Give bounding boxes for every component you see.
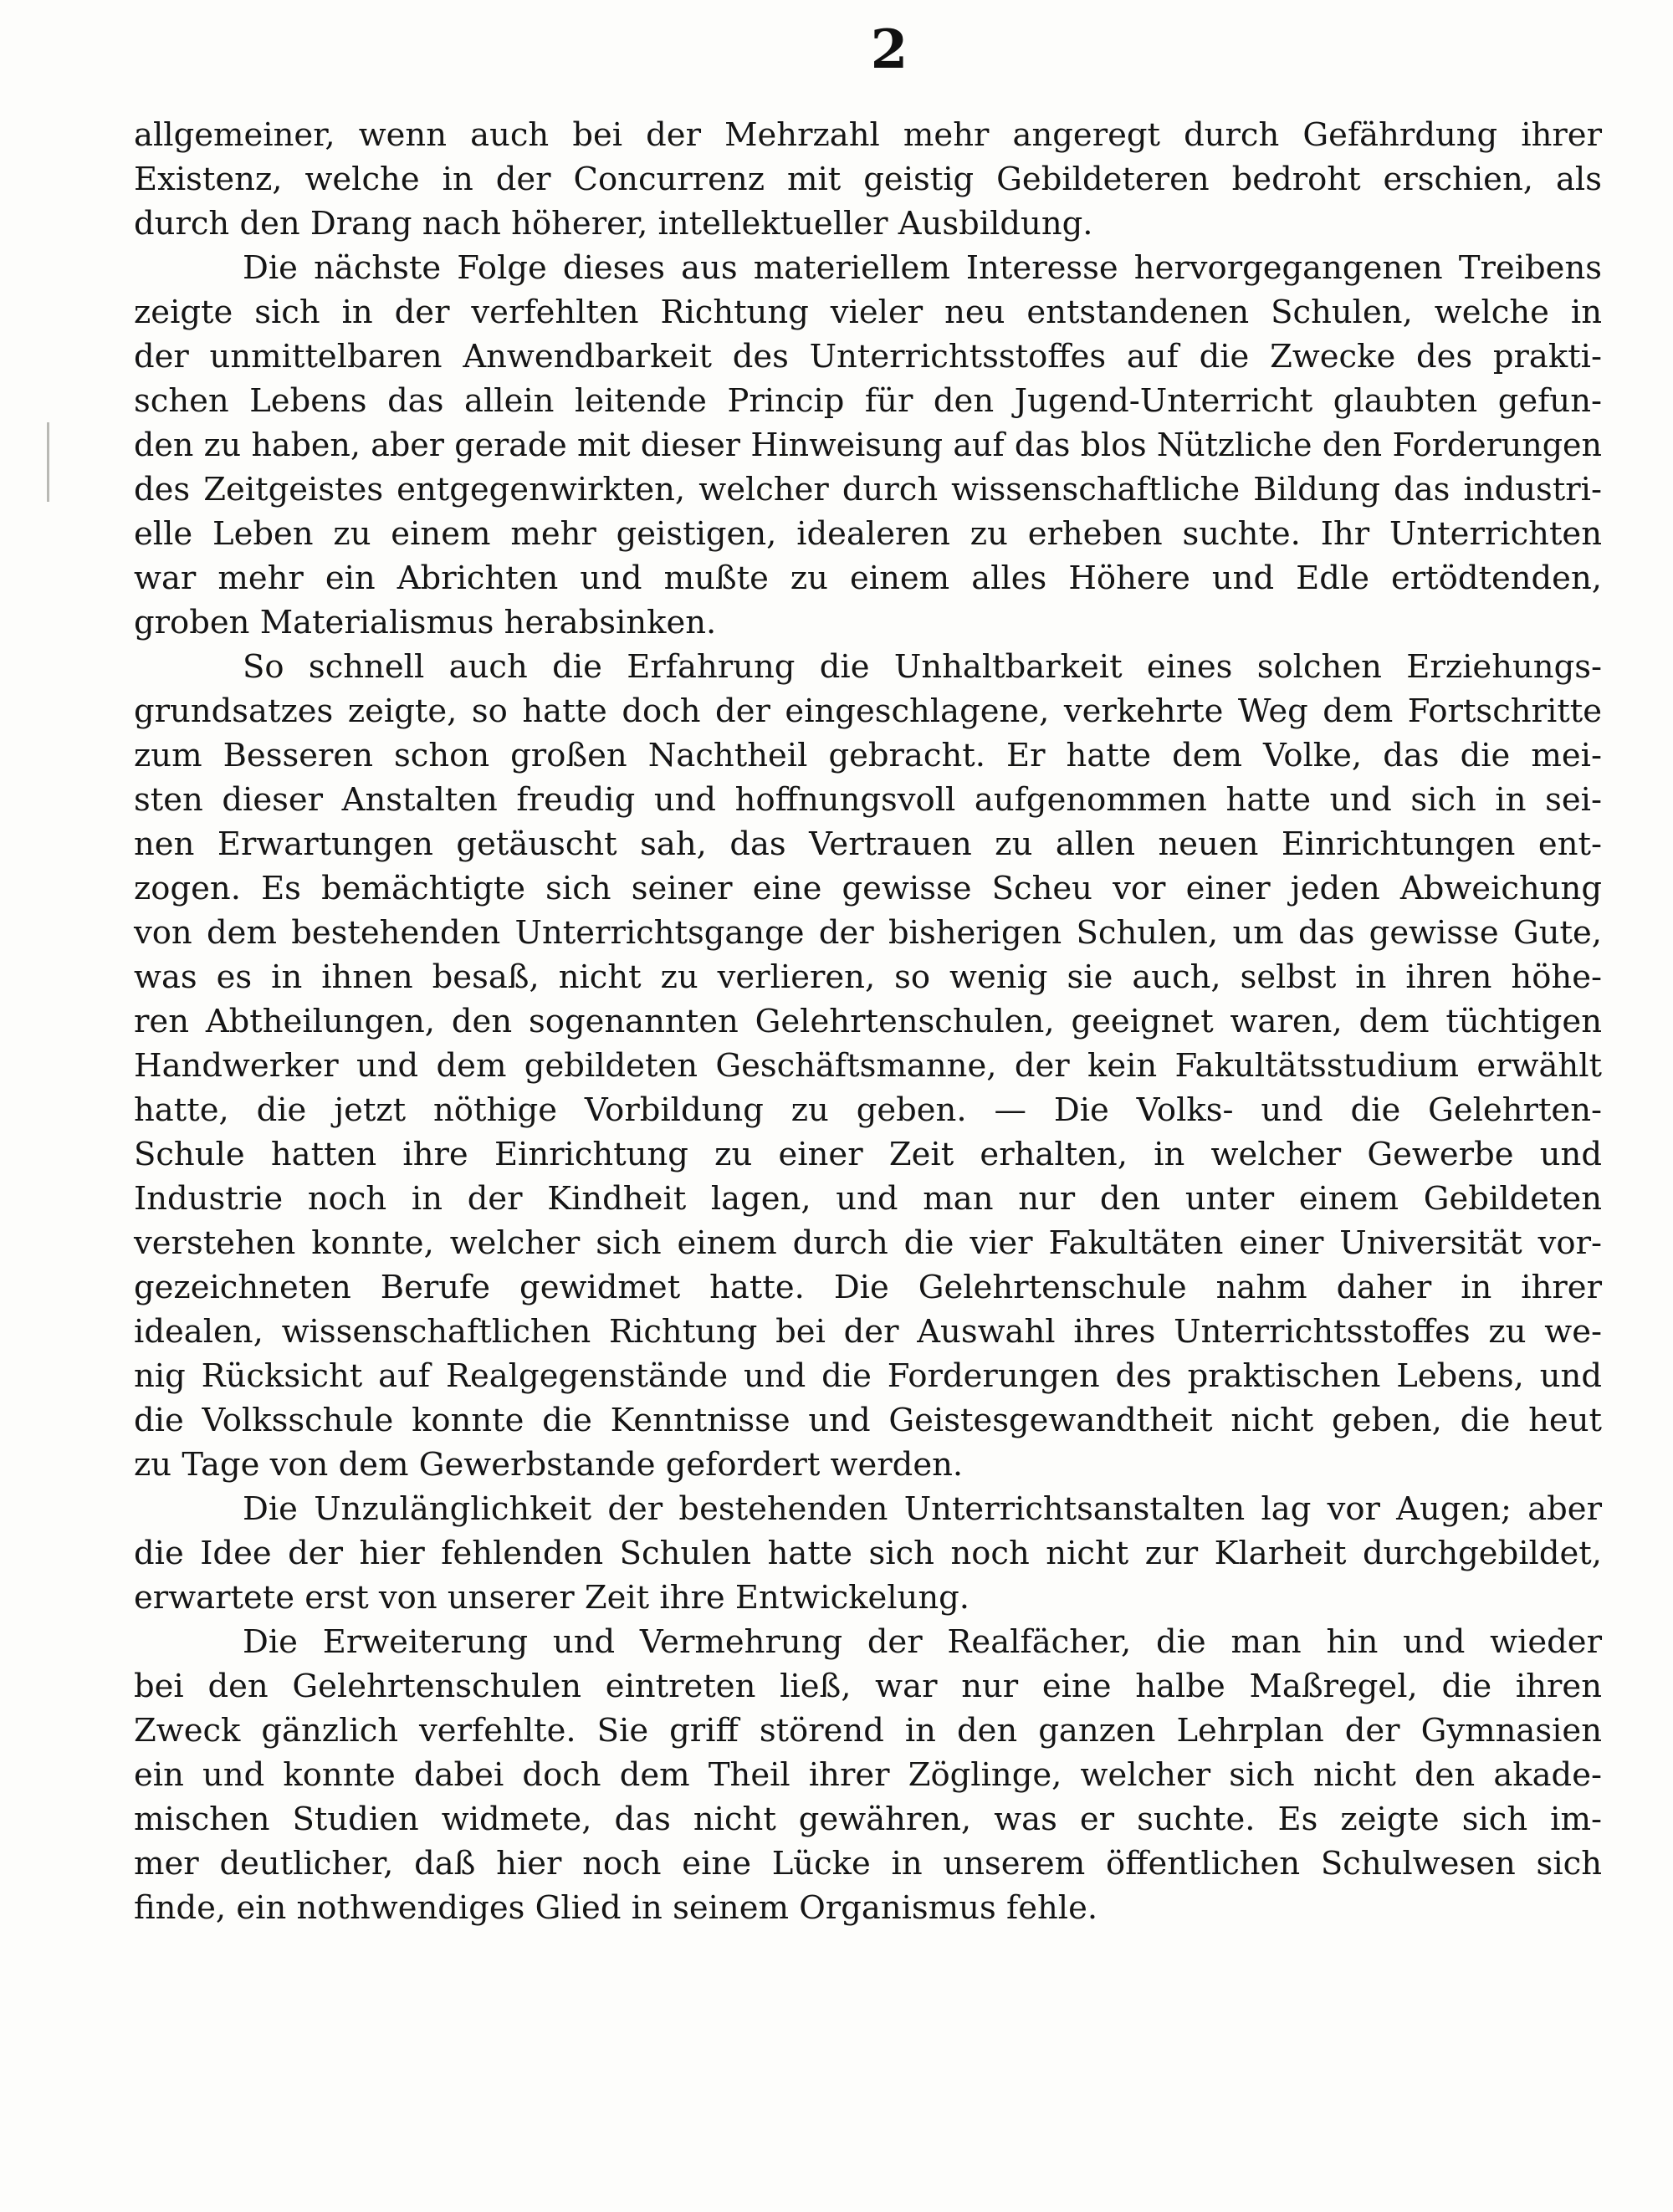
text-line: schen Lebens das allein leitende Princip für den Jugend-Unterricht glaubten gefun- [134,382,1602,420]
text-line: zu Tage von dem Gewerbstande gefordert werden. [134,1446,964,1484]
text-line: zum Besseren schon großen Nachtheil gebracht. Er hatte dem Volke, das die mei- [134,737,1602,774]
text-line: den zu haben, aber gerade mit dieser Hinweisung auf das blos Nützliche den Forderungen [134,427,1602,463]
text-line: allgemeiner, wenn auch bei der Mehrzahl mehr angeregt durch Gefährdung ihrer [134,116,1602,154]
text-line: zogen. Es bemächtigte sich seiner eine gewisse Scheu vor einer jeden Abweichung [134,870,1602,907]
text-line: sten dieser Anstalten freudig und hoffnungsvoll aufgenommen hatte und sich in sei- [134,781,1602,819]
text-line: Die Unzulänglichkeit der bestehenden Unterrichtsanstalten lag vor Augen; aber [243,1490,1602,1528]
text-line: hatte, die jetzt nöthige Vorbildung zu geben. — Die Volks- und die Gelehrten- [134,1091,1602,1129]
text-line: erwartete erst von unserer Zeit ihre Entwickelung. [134,1579,970,1617]
text-line: So schnell auch die Erfahrung die Unhaltbarkeit eines solchen Erziehungs- [243,648,1602,686]
text-line: ren Abtheilungen, den sogenannten Gelehrtenschulen, geeignet waren, dem tüchtigen [134,1003,1602,1040]
text-line: finde, ein nothwendiges Glied in seinem Organismus fehle. [134,1889,1098,1927]
text-line: war mehr ein Abrichten und mußte zu einem alles Höhere und Edle ertödtenden, [134,559,1602,597]
text-line: nig Rücksicht auf Realgegenstände und die Forderungen des praktischen Lebens, und [134,1357,1602,1395]
text-line: durch den Drang nach höherer, intellektueller Ausbildung. [134,205,1093,243]
text-line: mischen Studien widmete, das nicht gewähren, was er suchte. Es zeigte sich im- [134,1801,1602,1838]
text-line: Industrie noch in der Kindheit lagen, und man nur den unter einem Gebildeten [134,1180,1602,1218]
text-line: Zweck gänzlich verfehlte. Sie griff störend in den ganzen Lehrplan der Gymnasien [134,1712,1602,1750]
text-line: Die Erweiterung und Vermehrung der Realfächer, die man hin und wieder [243,1623,1602,1661]
text-line: bei den Gelehrtenschulen eintreten ließ, war nur eine halbe Maßregel, die ihren [134,1668,1602,1705]
text-line: elle Leben zu einem mehr geistigen, idealeren zu erheben suchte. Ihr Unterrichten [134,515,1602,553]
text-line: Existenz, welche in der Concurrenz mit geistig Gebildeteren bedroht erschien, als [134,161,1602,198]
text-line: des Zeitgeistes entgegenwirkten, welcher durch wissenschaftliche Bildung das industri- [134,471,1602,508]
text-line: nen Erwartungen getäuscht sah, das Vertrauen zu allen neuen Einrichtungen ent- [134,825,1602,863]
text-line: die Volksschule konnte die Kenntnisse und Geistesgewandtheit nicht geben, die heut [134,1402,1602,1439]
text-line: Die nächste Folge dieses aus materiellem Interesse hervorgegangenen Treibens [243,249,1602,287]
text-line: von dem bestehenden Unterrichtsgange der bisherigen Schulen, um das gewisse Gute, [134,914,1602,952]
text-line: grundsatzes zeigte, so hatte doch der eingeschlagene, verkehrte Weg dem Fortschritte [134,692,1602,730]
text-line: die Idee der hier fehlenden Schulen hatte sich noch nicht zur Klarheit durchgebildet, [134,1535,1602,1572]
text-line: Schule hatten ihre Einrichtung zu einer Zeit erhalten, in welcher Gewerbe und [134,1136,1602,1173]
text-line: idealen, wissenschaftlichen Richtung bei der Auswahl ihres Unterrichtsstoffes zu we- [134,1313,1602,1351]
text-line: ein und konnte dabei doch dem Theil ihrer Zöglinge, welcher sich nicht den akade- [134,1756,1602,1794]
margin-mark [47,422,49,502]
text-line: der unmittelbaren Anwendbarkeit des Unterrichtsstoffes auf die Zwecke des prakti- [134,338,1602,375]
text-line: mer deutlicher, daß hier noch eine Lücke in unserem öffentlichen Schulwesen sich [134,1845,1602,1882]
text-line: zeigte sich in der verfehlten Richtung vieler neu entstandenen Schulen, welche in [134,294,1602,331]
text-line: gezeichneten Berufe gewidmet hatte. Die Gelehrtenschule nahm daher in ihrer [134,1269,1602,1306]
text-line: verstehen konnte, welcher sich einem durch die vier Fakultäten einer Universität vor- [134,1224,1602,1262]
text-line: groben Materialismus herabsinken. [134,604,717,641]
text-line: Handwerker und dem gebildeten Geschäftsmanne, der kein Fakultätsstudium erwählt [134,1047,1602,1085]
text-line: was es in ihnen besaß, nicht zu verlieren, so wenig sie auch, selbst in ihren höhe- [134,958,1602,996]
page-number: 2 [870,18,908,81]
body-text [134,113,1602,1930]
